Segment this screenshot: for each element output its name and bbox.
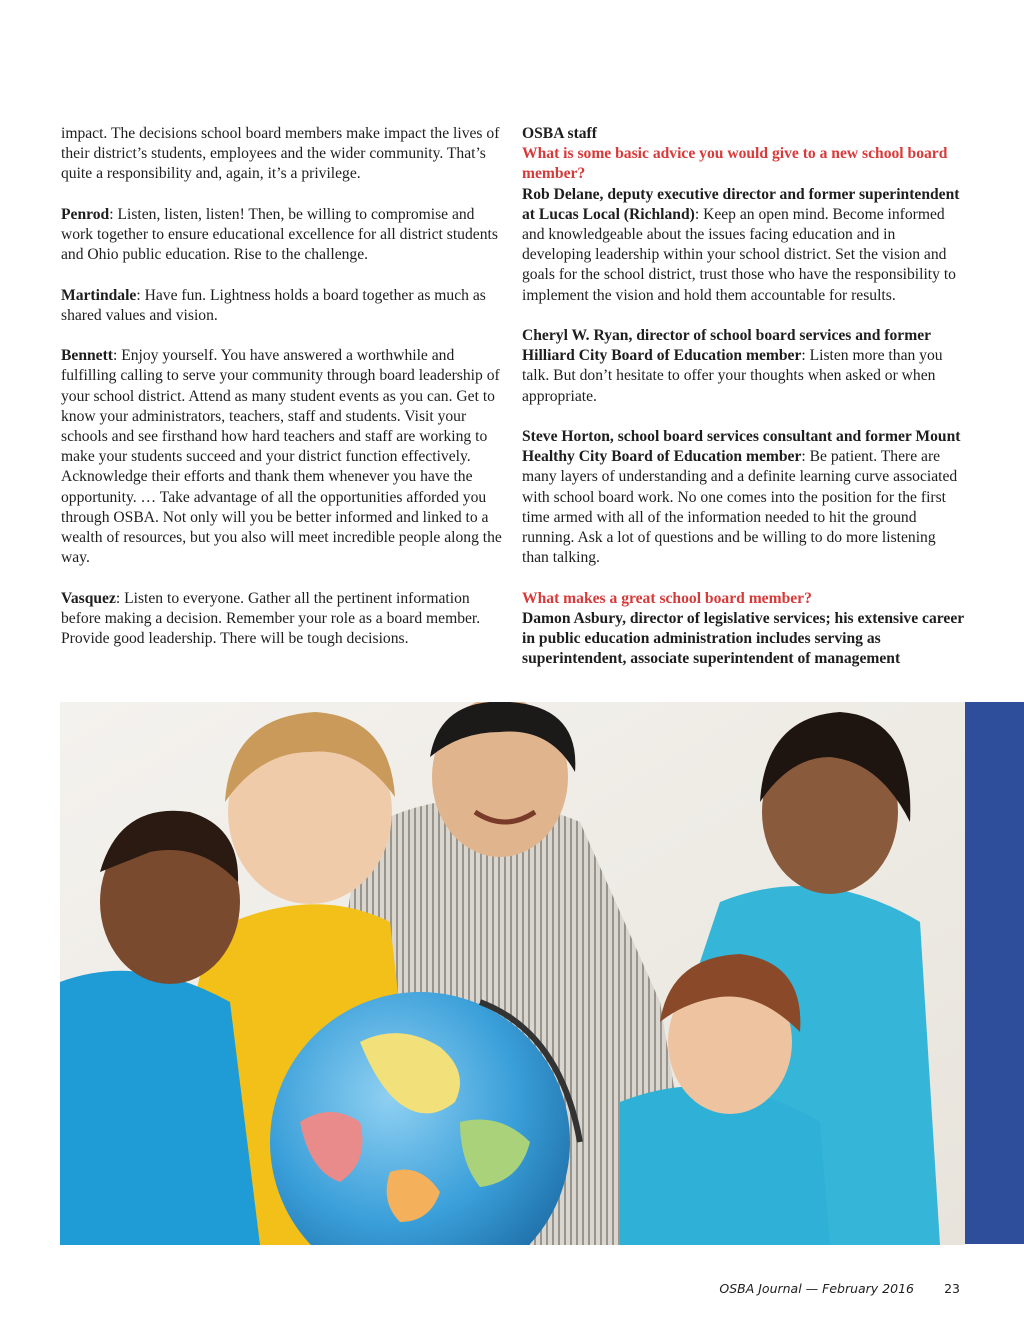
paragraph-delane [522, 185, 964, 306]
speaker-horton: Steve Horton, school board services consultant and former Mount Healthy City Board of Education member [522, 428, 961, 466]
martindale-text: : Have fun. Lightness holds a board together as much as shared values and vision. [61, 286, 486, 324]
penrod-text: : Listen, listen, listen! Then, be willing to compromise and work together to ensure educational excellence for all district students and Ohio public education. Rise to the challenge. [61, 205, 498, 264]
paragraph-horton [522, 427, 964, 568]
vasquez-text: : Listen to everyone. Gather all the pertinent information before making a decision. Remember your role as a board member. Provide good leadership. There will be tough decisions. [61, 589, 481, 648]
paragraph-asbury [522, 609, 964, 670]
accent-blue-tab [965, 702, 1024, 1244]
speaker-delane: Rob Delane, deputy executive director and former superintendent at Lucas Local (Richland) [522, 185, 960, 223]
delane-text: : Keep an open mind. Become informed and knowledgeable about the issues facing education and in developing leadership within your school district. Set the vision and goals for the school district, trust those who have the responsibility to implement the vision and hold them accountable for results. [522, 205, 956, 304]
footer-journal: OSBA Journal — February 2016 [719, 1281, 914, 1296]
photo-illustration [60, 702, 965, 1245]
question-great-member: What makes a great school board member? [522, 589, 812, 607]
paragraph-bennett [61, 346, 506, 568]
section-heading-text: OSBA staff [522, 125, 597, 142]
speaker-bennett: Bennett [61, 347, 113, 365]
paragraph-penrod [61, 205, 506, 266]
right-column [522, 124, 964, 669]
paragraph-martindale [61, 286, 506, 326]
page-number: 23 [944, 1281, 960, 1296]
speaker-martindale: Martindale [61, 286, 137, 304]
speaker-penrod: Penrod [61, 205, 110, 223]
bennett-text: : Enjoy yourself. You have answered a worthwhile and fulfilling calling to serve your community through board leadership of your school district. Attend as many student events as you can. Get to know your administrators, teachers, staff and students. Visit your schools and see firsthand how hard teachers and staff are working to make your students succeed and your district function effectively. Acknowledge their efforts and thank them whenever you have the opportunity. … Take advantage of all the opportunities afforded you through OSBA. Not only will you be better informed and linked to a wealth of resources, but you also will meet incredible people along the way. [61, 347, 502, 567]
ryan-text: : Listen more than you talk. But don’t hesitate to offer your thoughts when asked or when appropriate. [522, 347, 943, 405]
section-heading [522, 124, 964, 144]
photo-teacher-children-globe [60, 702, 965, 1245]
question-advice: What is some basic advice you would give to a new school board member? [522, 145, 948, 183]
speaker-vasquez: Vasquez [61, 589, 116, 607]
paragraph-vasquez [61, 589, 506, 650]
paragraph-intro: impact. The decisions school board members make impact the lives of their district’s students, employees and the wider community. That’s quite a responsibility and, again, it’s a privilege. [61, 125, 500, 183]
paragraph-ryan [522, 326, 964, 407]
horton-text: : Be patient. There are many layers of understanding and a definite learning curve associated with school board work. No one comes into the position for the first time armed with all of the information needed to hit the ground running. Ask a lot of questions and be willing to do more listening than talking. [522, 448, 958, 567]
speaker-asbury: Damon Asbury, director of legislative services; his extensive career in public education administration includes serving as superintendent, associate superintendent of management [522, 609, 964, 668]
left-column [61, 124, 506, 669]
speaker-ryan: Cheryl W. Ryan, director of school board services and former Hilliard City Board of Education member [522, 327, 931, 365]
